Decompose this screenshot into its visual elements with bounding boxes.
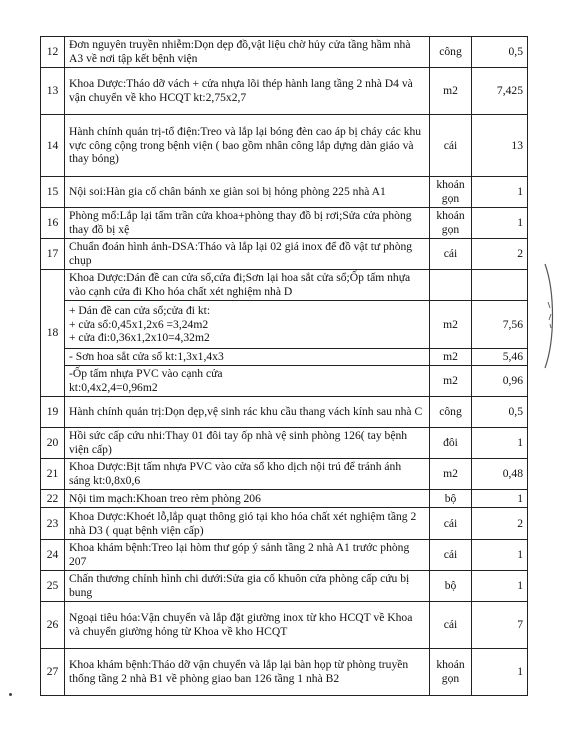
row-number: 13 xyxy=(41,68,65,115)
table-row xyxy=(41,68,528,115)
table-row xyxy=(41,428,528,459)
document-page xyxy=(40,36,528,696)
sub-line: - Sơn hoa sắt cửa sổ kt:1,3x1,4x3 xyxy=(69,350,224,364)
row-unit: cái xyxy=(430,602,472,649)
row-quantity: 13 xyxy=(472,115,528,177)
row-unit: m2 xyxy=(430,459,472,490)
table-row xyxy=(41,115,528,177)
row-quantity: 0,96 xyxy=(472,366,528,397)
row-unit: công xyxy=(430,397,472,428)
row-number: 25 xyxy=(41,571,65,602)
row-description: Hành chính quản trị-tổ điện:Treo và lắp lại bóng đèn cao áp bị cháy các khu vực công cộng trong bệnh viện ( bao gồm nhân công lắp dựng dàn giáo và thay bóng) xyxy=(65,115,430,177)
row-unit: công xyxy=(430,37,472,68)
table-row xyxy=(41,397,528,428)
sub-line: + cửa sổ:0,45x1,2x6 =3,24m2 xyxy=(69,317,209,331)
table-row xyxy=(41,649,528,696)
table-row xyxy=(41,459,528,490)
row-unit: khoán gọn xyxy=(430,649,472,696)
row-description: Phòng mổ:Lắp lại tấm trần cửa khoa+phòng thay đồ bị rơi;Sửa cửa phòng thay đồ bị xệ xyxy=(65,208,430,239)
row-unit: cái xyxy=(430,115,472,177)
sub-line: + Dán đề can cửa sổ;cửa đi kt: xyxy=(69,304,211,318)
row-description: Chấn thương chỉnh hình chi dưới:Sửa gia cố khuôn cửa phòng cấp cứu bị bung xyxy=(65,571,430,602)
row-quantity: 1 xyxy=(472,208,528,239)
row-quantity: 7,56 xyxy=(472,301,528,349)
row-sub-description xyxy=(65,301,430,349)
row-number: 15 xyxy=(41,177,65,208)
row-unit: cái xyxy=(430,508,472,540)
row-quantity: 1 xyxy=(472,571,528,602)
row-description: Chuẩn đoán hình ảnh-DSA:Tháo và lắp lại 02 giá inox để đồ vật tư phòng chụp xyxy=(65,239,430,270)
row-description: Khoa Dược:Bịt tấm nhựa PVC vào cửa sổ kho dịch nội trú để tránh ánh sáng kt:0,8x0,6 xyxy=(65,459,430,490)
table-body-upper xyxy=(41,37,528,270)
row-number: 12 xyxy=(41,37,65,68)
row-description: Khoa Dược:Tháo dỡ vách + cửa nhựa lõi thép hành lang tầng 2 nhà D4 và vận chuyển về kho HCQT kt:2,75x2,7 xyxy=(65,68,430,115)
row-number: 23 xyxy=(41,508,65,540)
row-description: Khoa khám bệnh:Treo lại hòm thư góp ý sảnh tầng 2 nhà A1 trước phòng 207 xyxy=(65,540,430,571)
row-quantity: 7 xyxy=(472,602,528,649)
table-row-18-header xyxy=(41,270,528,301)
row-unit: m2 xyxy=(430,366,472,397)
row-quantity: 1 xyxy=(472,177,528,208)
row-description: Khoa khám bệnh:Tháo dỡ vận chuyển và lắp lại bàn họp từ phòng truyền thống tầng 2 nhà B1 về phòng giao ban 126 tầng 1 nhà B2 xyxy=(65,649,430,696)
table-row-18-sub xyxy=(41,366,528,397)
row-quantity xyxy=(472,270,528,301)
row-unit: bộ xyxy=(430,571,472,602)
table-row xyxy=(41,490,528,508)
row-description: Ngoại tiêu hóa:Vận chuyển và lắp đặt giường inox từ kho HCQT về Khoa và chuyển giường hỏng từ Khoa về kho HCQT xyxy=(65,602,430,649)
row-quantity: 0,48 xyxy=(472,459,528,490)
row-quantity: 1 xyxy=(472,428,528,459)
row-unit xyxy=(430,270,472,301)
row-unit: cái xyxy=(430,540,472,571)
table-row xyxy=(41,571,528,602)
row-number: 16 xyxy=(41,208,65,239)
row-description: Nội tim mạch:Khoan treo rèm phòng 206 xyxy=(65,490,430,508)
scan-speck xyxy=(9,693,12,696)
row-quantity: 2 xyxy=(472,239,528,270)
table-row xyxy=(41,602,528,649)
sub-line: + cửa đi:0,36x1,2x10=4,32m2 xyxy=(69,331,210,345)
row-quantity: 1 xyxy=(472,540,528,571)
table-body-lower xyxy=(41,397,528,696)
row-number: 24 xyxy=(41,540,65,571)
row-unit: khoán gọn xyxy=(430,177,472,208)
row-number: 14 xyxy=(41,115,65,177)
row-unit: cái xyxy=(430,239,472,270)
row-number: 20 xyxy=(41,428,65,459)
row-description: Đơn nguyên truyền nhiễm:Dọn dẹp đồ,vật liệu chờ hủy cửa tầng hầm nhà A3 về nơi tập kết bệnh viện xyxy=(65,37,430,68)
row-description: Khoa Dược:Khoét lỗ,lắp quạt thông gió tại kho hóa chất xét nghiệm tầng 2 nhà D3 ( quạt bệnh viện cấp) xyxy=(65,508,430,540)
sub-line: kt:0,4x2,4=0,96m2 xyxy=(69,381,158,394)
row-number: 19 xyxy=(41,397,65,428)
row-quantity: 2 xyxy=(472,508,528,540)
row-unit: m2 xyxy=(430,301,472,349)
row-number: 21 xyxy=(41,459,65,490)
row-quantity: 7,425 xyxy=(472,68,528,115)
row-description: Nội soi:Hàn gia cố chân bánh xe giàn soi bị hỏng phòng 225 nhà A1 xyxy=(65,177,430,208)
row-description: Hành chính quản trị:Dọn dẹp,vệ sinh rác khu cầu thang vách kính sau nhà C xyxy=(65,397,430,428)
row-number: 27 xyxy=(41,649,65,696)
row-number: 17 xyxy=(41,239,65,270)
work-items-table xyxy=(40,36,528,696)
row-quantity: 0,5 xyxy=(472,37,528,68)
table-row-18-sub xyxy=(41,301,528,349)
row-description: Khoa Dược:Dán đề can cửa sổ,cửa đi;Sơn lại hoa sắt cửa sổ;Ốp tấm nhựa vào cạnh cửa đi Kho hóa chất xét nghiệm nhà D xyxy=(65,270,430,301)
table-row xyxy=(41,239,528,270)
sub-line: -Ốp tấm nhựa PVC vào cạnh cửa xyxy=(69,367,223,381)
row-quantity: 1 xyxy=(472,649,528,696)
row-quantity: 1 xyxy=(472,490,528,508)
row-quantity: 0,5 xyxy=(472,397,528,428)
table-row xyxy=(41,508,528,540)
table-row-18-sub xyxy=(41,349,528,366)
row-sub-description xyxy=(65,366,430,397)
row-unit: khoán gọn xyxy=(430,208,472,239)
table-body-item-18 xyxy=(41,270,528,397)
table-row xyxy=(41,177,528,208)
table-row xyxy=(41,208,528,239)
row-number: 18 xyxy=(41,270,65,397)
row-unit: m2 xyxy=(430,349,472,366)
row-unit: m2 xyxy=(430,68,472,115)
table-row xyxy=(41,37,528,68)
row-unit: đôi xyxy=(430,428,472,459)
row-quantity: 5,46 xyxy=(472,349,528,366)
row-number: 22 xyxy=(41,490,65,508)
row-description: Hồi sức cấp cứu nhi:Thay 01 đôi tay ốp nhà vệ sinh phòng 126( tay bệnh viện cấp) xyxy=(65,428,430,459)
row-sub-description xyxy=(65,349,430,366)
row-unit: bộ xyxy=(430,490,472,508)
table-row xyxy=(41,540,528,571)
row-number: 26 xyxy=(41,602,65,649)
binding-mark-icon xyxy=(541,262,559,370)
